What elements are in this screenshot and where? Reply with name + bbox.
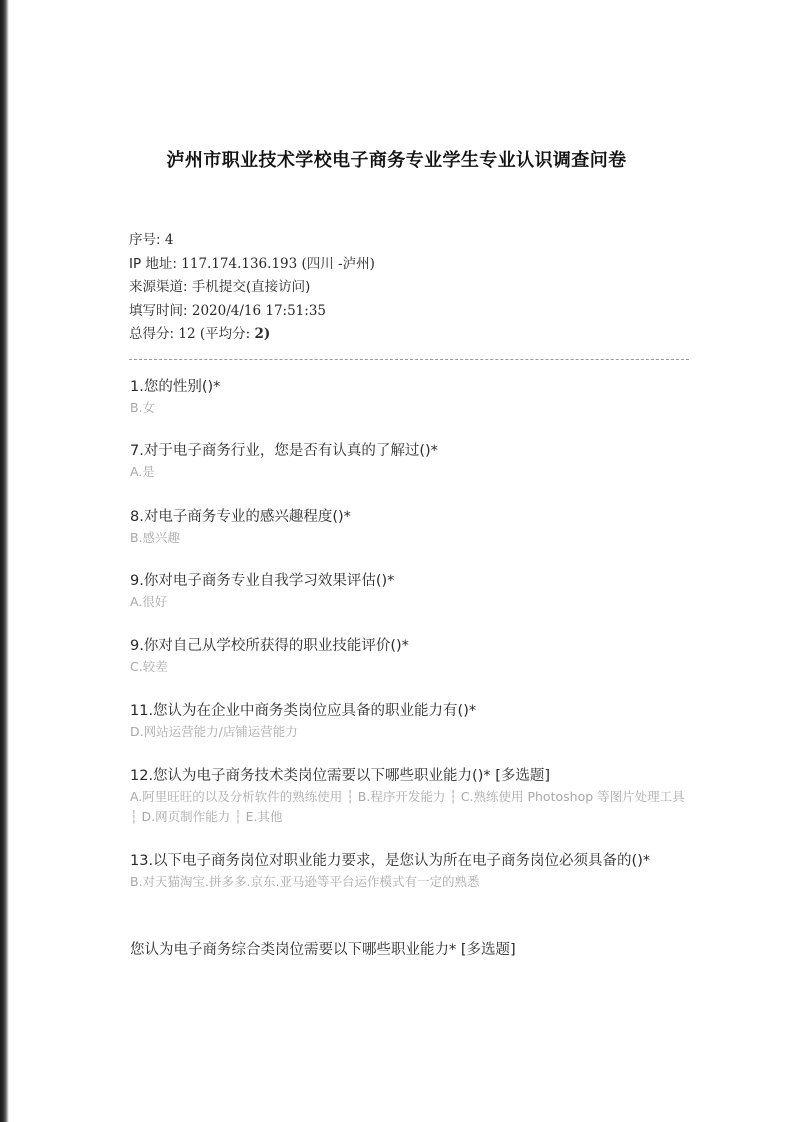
question-item [130,850,690,892]
response-meta [129,229,375,347]
meta-score [129,323,375,347]
meta-channel [129,276,375,300]
question-answer: C.较差 [130,659,168,674]
meta-ip-value: 117.174.136.193 (四川 -泸州) [181,255,375,272]
question-text: 9.你对自己从学校所获得的职业技能评价()* [130,638,409,654]
meta-channel-label: 来源渠道: [129,279,188,295]
meta-score-value [178,326,270,342]
question-answer: D.网站运营能力/店铺运营能力 [130,724,298,739]
meta-score-avg: 2) [254,326,271,342]
question-item [130,506,690,548]
meta-seq-value: 4 [164,232,174,248]
meta-time [129,300,375,324]
question-answer: B.感兴趣 [130,530,181,545]
meta-time-label: 填写时间: [129,302,188,319]
question-item [130,700,690,742]
question-item [130,635,690,677]
question-text: 1.您的性别()* [130,379,221,395]
question-item [130,440,690,482]
section-divider [129,359,689,360]
question-item [130,570,690,612]
meta-seq-label: 序号: [129,232,161,248]
meta-score-label: 总得分: [129,326,175,342]
meta-time-value: 2020/4/16 17:51:35 [191,302,327,319]
question-text: 9.你对电子商务专业自我学习效果评估()* [130,573,395,589]
question-text: 8.对电子商务专业的感兴趣程度()* [130,509,351,525]
meta-channel-value: 手机提交(直接访问) [191,279,311,295]
question-answer: B.女 [130,400,156,415]
question-answer: A.是 [130,464,155,479]
meta-ip-label: IP 地址: [129,255,177,272]
question-text: 11.您认为在企业中商务类岗位应具备的职业能力有()* [130,703,477,719]
page-title: 泸州市职业技术学校电子商务专业学生专业认识调查问卷 [166,150,627,171]
question-item [130,939,690,961]
question-answer: A.很好 [130,594,168,609]
question-text: 12.您认为电子商务技术类岗位需要以下哪些职业能力()* [多选题] [130,768,551,784]
question-text: 您认为电子商务综合类岗位需要以下哪些职业能力* [多选题] [130,942,516,958]
question-item [130,376,690,418]
meta-seq [129,229,375,253]
question-answer: B.对天猫淘宝.拼多多.京东.亚马逊等平台运作模式有一定的熟悉 [130,874,480,889]
question-text: 13.以下电子商务岗位对职业能力要求，是您认为所在电子商务岗位必须具备的()* [130,853,651,869]
meta-ip [129,253,375,277]
question-text: 7.对于电子商务行业，您是否有认真的了解过()* [130,443,438,459]
meta-score-prefix: 12 (平均分: [178,326,251,342]
question-answer: A.阿里旺旺的以及分析软件的熟练使用 ┆ B.程序开发能力 ┆ C.熟练使用 Photoshop 等图片处理工具 ┆ D.网页制作能力 ┆ E.其他 [130,789,685,824]
question-item [130,765,690,827]
